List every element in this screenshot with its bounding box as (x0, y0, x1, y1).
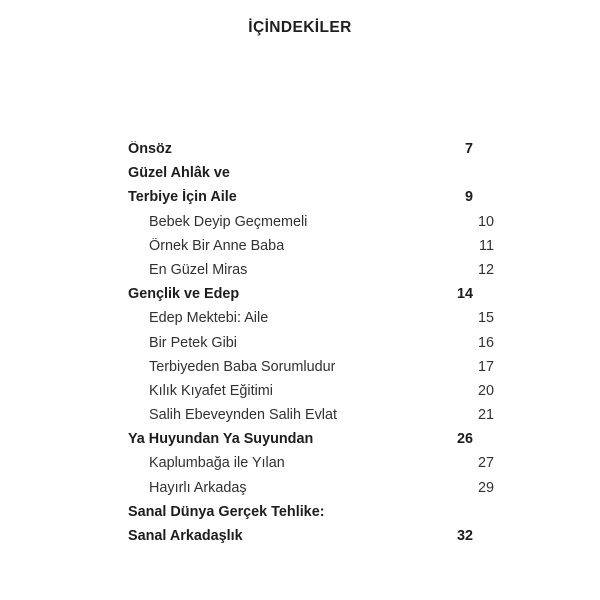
toc-entry[interactable] (128, 359, 494, 383)
toc-entry[interactable] (128, 141, 473, 165)
toc-entry-label: Terbiye İçin Aile (128, 189, 237, 206)
toc-entry[interactable] (128, 214, 494, 238)
toc-entry[interactable] (128, 165, 473, 189)
dot-leader (237, 346, 471, 347)
dot-leader (284, 249, 471, 250)
toc-entry-label: Bir Petek Gibi (149, 334, 237, 351)
toc-entry-page-number: 17 (477, 358, 494, 375)
toc-entry-label: Örnek Bir Anne Baba (149, 237, 285, 254)
toc-entry-page-number: 32 (456, 528, 473, 544)
toc-entry-page-number: 20 (477, 382, 494, 399)
dot-leader (176, 152, 450, 153)
toc-entry[interactable] (128, 528, 473, 552)
toc-entry-page-number: 15 (477, 310, 494, 327)
toc-entry-page-number: 10 (477, 213, 494, 230)
dot-leader (335, 370, 471, 371)
toc-list (128, 141, 494, 552)
toc-entry-label: Gençlik ve Edep (128, 286, 240, 303)
dot-leader (251, 273, 471, 274)
toc-entry[interactable] (128, 504, 473, 528)
toc-entry-page-number: 11 (479, 237, 494, 254)
dot-leader (243, 539, 450, 540)
toc-entry-label: Sanal Arkadaşlık (128, 528, 243, 544)
toc-entry-label: Salih Ebeveynden Salih Evlat (149, 407, 337, 424)
toc-entry-label: Hayırlı Arkadaş (149, 479, 247, 496)
toc-entry-page-number: 16 (477, 334, 494, 351)
toc-entry[interactable] (128, 407, 494, 431)
toc-entry-label: Bebek Deyip Geçmemeli (149, 213, 308, 230)
toc-entry-page-number: 26 (456, 431, 473, 448)
toc-entry-label: Önsöz (128, 141, 172, 157)
toc-entry[interactable] (128, 480, 494, 504)
dot-leader (311, 225, 471, 226)
page-title: İÇİNDEKİLER (248, 19, 352, 36)
toc-entry-page-number: 9 (464, 189, 473, 206)
toc-entry-page-number: 12 (477, 261, 494, 278)
dot-leader (243, 297, 450, 298)
toc-entry-page-number: 27 (477, 455, 494, 472)
toc-entry-label: Ya Huyundan Ya Suyundan (128, 431, 314, 448)
dot-leader (251, 491, 471, 492)
toc-entry-label: Edep Mektebi: Aile (149, 310, 269, 327)
dot-leader (277, 394, 471, 395)
dot-leader (241, 200, 450, 201)
toc-entry-page-number: 14 (456, 286, 473, 303)
toc-entry[interactable] (128, 455, 494, 479)
toc-entry[interactable] (128, 238, 494, 262)
toc-entry-page-number: 21 (477, 407, 494, 424)
toc-entry[interactable] (128, 286, 473, 310)
dot-leader (272, 321, 471, 322)
toc-entry-label: Kaplumbağa ile Yılan (149, 455, 285, 472)
toc-entry-label: Kılık Kıyafet Eğitimi (149, 382, 273, 399)
dot-leader (317, 442, 450, 443)
toc-entry[interactable] (128, 431, 473, 455)
toc-entry-label: En Güzel Miras (149, 261, 248, 278)
dot-leader (341, 418, 471, 419)
toc-entry[interactable] (128, 335, 494, 359)
toc-entry[interactable] (128, 383, 494, 407)
toc-entry[interactable] (128, 262, 494, 286)
toc-entry[interactable] (128, 189, 473, 213)
toc-entry-label: Terbiyeden Baba Sorumludur (149, 358, 336, 375)
toc-entry-page-number: 29 (477, 479, 494, 496)
toc-entry-label: Sanal Dünya Gerçek Tehlike: (128, 503, 325, 520)
dot-leader (285, 466, 471, 467)
toc-entry-page-number: 7 (464, 141, 473, 157)
toc-entry-label: Güzel Ahlâk ve (128, 165, 230, 182)
toc-entry[interactable] (128, 310, 494, 334)
